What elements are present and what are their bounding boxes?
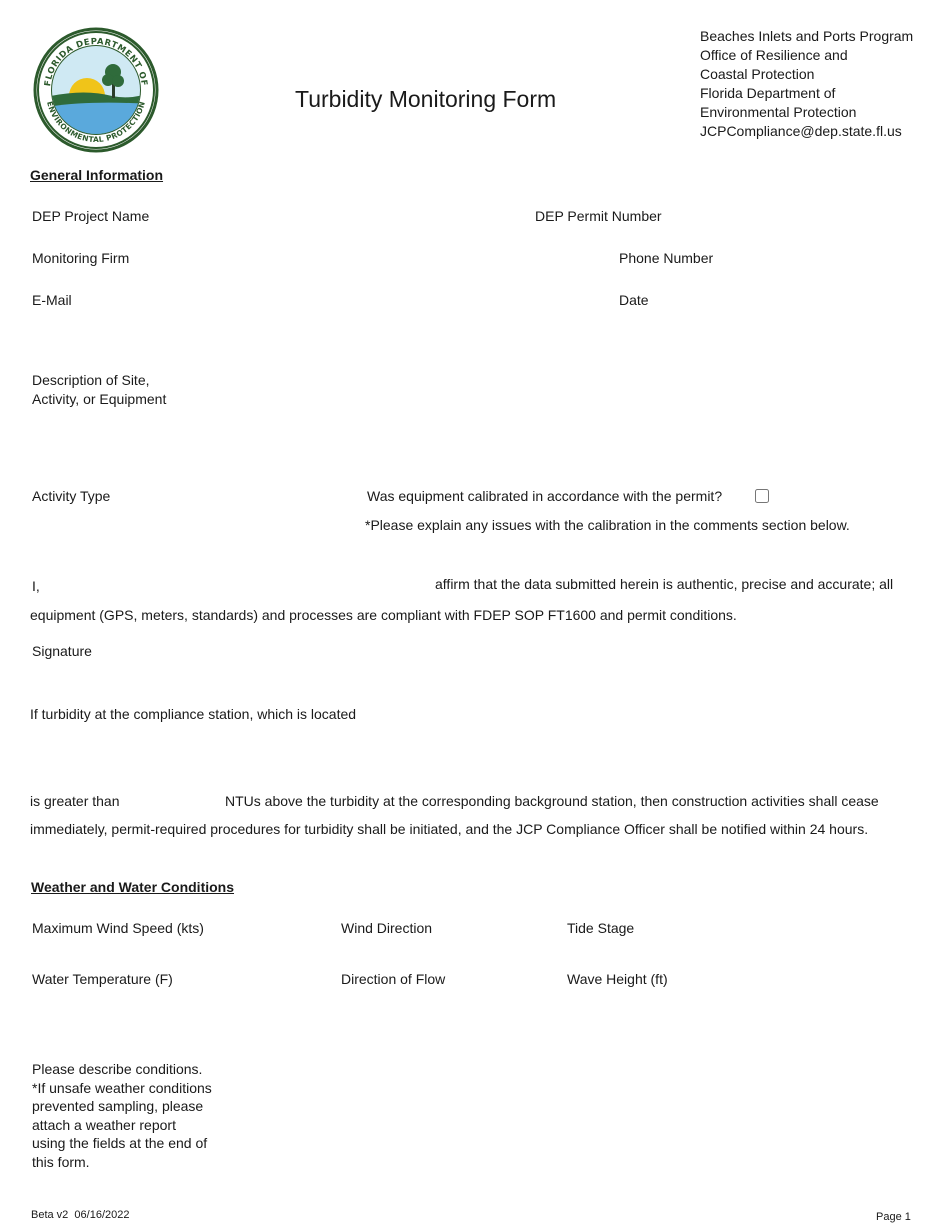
form-title: Turbidity Monitoring Form	[295, 86, 557, 112]
phone-number-input[interactable]	[725, 247, 915, 269]
email-input[interactable]	[90, 289, 605, 311]
org-line: Coastal Protection	[700, 66, 815, 82]
form-version: Beta v2 06/16/2022	[31, 1209, 130, 1221]
compliance-location-input[interactable]	[385, 698, 915, 778]
water-temperature-input[interactable]	[190, 968, 333, 990]
tide-stage-label: Tide Stage	[567, 920, 635, 936]
affirmation-text-line1: affirm that the data submitted herein is authentic, precise and accurate; all	[435, 576, 894, 592]
wave-height-label: Wave Height (ft)	[567, 971, 668, 987]
wind-direction-label: Wind Direction	[341, 920, 433, 936]
wind-direction-input[interactable]	[447, 917, 557, 939]
calibration-note: *Please explain any issues with the calibration in the comments section below.	[365, 517, 850, 533]
monitoring-firm-input[interactable]	[150, 247, 605, 269]
general-information-heading: General Information	[30, 167, 164, 183]
monitoring-firm-label: Monitoring Firm	[32, 250, 130, 266]
affirmation-prefix: I,	[32, 578, 40, 594]
org-line: Environmental Protection	[700, 104, 857, 120]
weather-conditions-heading: Weather and Water Conditions	[31, 879, 235, 895]
svg-text:ENVIRONMENTAL PROTECTION: ENVIRONMENTAL PROTECTION	[45, 100, 147, 145]
dep-logo	[32, 26, 160, 154]
email-label: E-Mail	[32, 292, 72, 308]
project-name-input[interactable]	[160, 205, 520, 227]
permit-number-label: DEP Permit Number	[535, 208, 662, 224]
page-number: Page 1	[876, 1211, 911, 1223]
phone-number-label: Phone Number	[619, 250, 714, 266]
site-description-input[interactable]	[180, 340, 915, 452]
affirmant-name-input[interactable]	[48, 574, 428, 596]
ntu-threshold-input[interactable]	[128, 790, 220, 812]
signature-field[interactable]	[105, 636, 555, 666]
conditions-label: Please describe conditions. *If unsafe weather conditions prevented sampling, please attach a weather report using the fields at the end of this form.	[32, 1061, 212, 1170]
date-input[interactable]	[660, 289, 915, 311]
direction-of-flow-label: Direction of Flow	[341, 971, 446, 987]
compliance-procedure-text: immediately, permit-required procedures for turbidity shall be initiated, and the JCP Compliance Officer shall be notified within 24 hours.	[30, 821, 869, 837]
affirmation-text-line2: equipment (GPS, meters, standards) and processes are compliant with FDEP SOP FT1600 and permit conditions.	[30, 607, 737, 623]
activity-type-input[interactable]	[125, 485, 350, 507]
calibration-checkbox[interactable]	[755, 489, 769, 503]
org-address-block	[700, 27, 940, 141]
dep-logo-icon	[32, 26, 160, 154]
wave-height-input[interactable]	[680, 968, 915, 990]
direction-of-flow-input[interactable]	[460, 968, 557, 990]
calibration-question: Was equipment calibrated in accordance with the permit?	[367, 488, 723, 504]
org-line: Beaches Inlets and Ports Program	[700, 28, 914, 44]
max-wind-speed-label: Maximum Wind Speed (kts)	[32, 920, 204, 936]
activity-type-label: Activity Type	[32, 488, 111, 504]
svg-text:FLORIDA DEPARTMENT OF: FLORIDA DEPARTMENT OF	[43, 36, 149, 87]
water-temperature-label: Water Temperature (F)	[32, 971, 173, 987]
ntu-rule-text: NTUs above the turbidity at the corresponding background station, then construction activities shall cease	[225, 793, 879, 809]
org-line: Office of Resilience and	[700, 47, 848, 63]
signature-label: Signature	[32, 643, 92, 659]
max-wind-speed-input[interactable]	[218, 917, 333, 939]
tide-stage-input[interactable]	[645, 917, 915, 939]
org-email: JCPCompliance@dep.state.fl.us	[700, 123, 902, 139]
permit-number-input[interactable]	[675, 205, 915, 227]
project-name-label: DEP Project Name	[32, 208, 150, 224]
greater-than-text: is greater than	[30, 793, 120, 809]
compliance-location-text: If turbidity at the compliance station, which is located	[30, 706, 357, 722]
date-label: Date	[619, 292, 649, 308]
conditions-input[interactable]	[220, 1020, 915, 1190]
org-line: Florida Department of	[700, 85, 836, 101]
site-description-label: Description of Site, Activity, or Equipment	[32, 372, 167, 407]
